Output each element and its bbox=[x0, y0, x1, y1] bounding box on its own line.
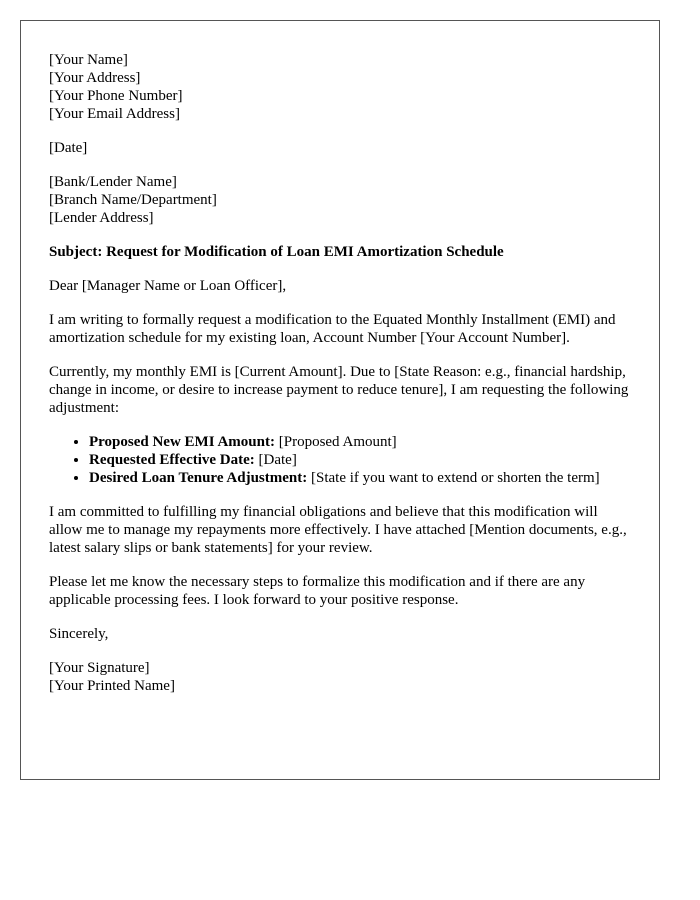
printed-name: [Your Printed Name] bbox=[49, 678, 175, 694]
adjustment-list bbox=[49, 433, 631, 487]
subject-line: Subject: Request for Modification of Loan EMI Amortization Schedule bbox=[49, 244, 504, 260]
salutation: Dear [Manager Name or Loan Officer], bbox=[49, 278, 287, 294]
signature-block bbox=[49, 659, 631, 695]
paragraph-commitment: I am committed to fulfilling my financial obligations and believe that this modification will allow me to manage my repayments more effectively. I have attached [Mention documents, e.g., latest salary slips or bank statements] for your review. bbox=[49, 504, 627, 556]
sender-name: [Your Name] bbox=[49, 52, 128, 68]
adjustment-value: [Date] bbox=[254, 452, 297, 468]
paragraph-request: I am writing to formally request a modification to the Equated Monthly Installment (EMI) and amortization schedule for my existing loan, Account Number [Your Account Number]. bbox=[49, 312, 616, 346]
recipient-bank: [Bank/Lender Name] bbox=[49, 174, 177, 190]
list-item bbox=[89, 433, 631, 451]
signature-line: [Your Signature] bbox=[49, 660, 150, 676]
recipient-address: [Lender Address] bbox=[49, 210, 154, 226]
recipient-branch: [Branch Name/Department] bbox=[49, 192, 217, 208]
closing: Sincerely, bbox=[49, 626, 109, 642]
adjustment-label: Requested Effective Date: bbox=[89, 452, 255, 468]
adjustment-value: [Proposed Amount] bbox=[274, 434, 397, 450]
letter-date: [Date] bbox=[49, 140, 88, 156]
sender-block bbox=[49, 51, 631, 123]
list-item bbox=[89, 469, 631, 487]
adjustment-label: Desired Loan Tenure Adjustment: bbox=[89, 470, 308, 486]
sender-email: [Your Email Address] bbox=[49, 106, 180, 122]
sender-address: [Your Address] bbox=[49, 70, 141, 86]
sender-phone: [Your Phone Number] bbox=[49, 88, 183, 104]
list-item bbox=[89, 451, 631, 469]
paragraph-next-steps: Please let me know the necessary steps to formalize this modification and if there are any applicable processing fees. I look forward to your positive response. bbox=[49, 574, 586, 608]
letter-page bbox=[20, 20, 660, 780]
adjustment-value: [State if you want to extend or shorten the term] bbox=[307, 470, 600, 486]
recipient-block bbox=[49, 173, 631, 227]
paragraph-current-emi: Currently, my monthly EMI is [Current Amount]. Due to [State Reason: e.g., financial hardship, change in income, or desire to increase payment to reduce tenure], I am requesting the following adjustment: bbox=[49, 364, 629, 416]
adjustment-label: Proposed New EMI Amount: bbox=[89, 434, 275, 450]
